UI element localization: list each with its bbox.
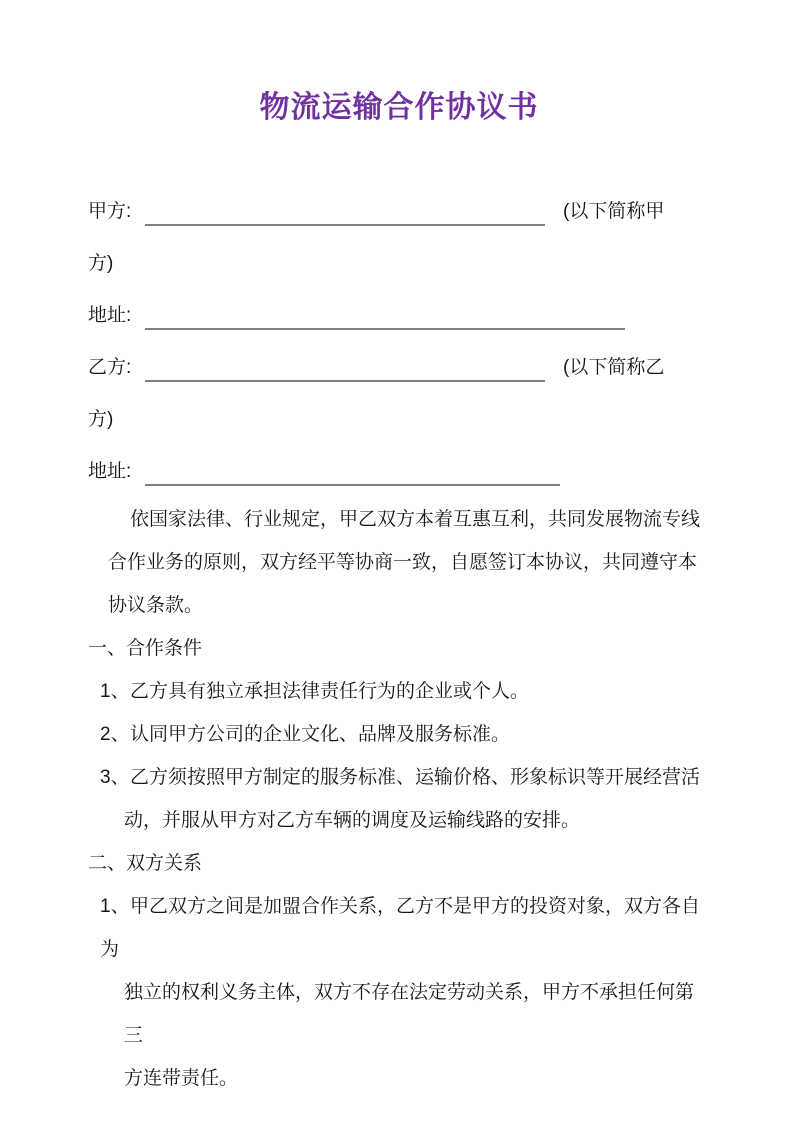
item-number: 1、 xyxy=(100,896,130,917)
list-item xyxy=(88,885,710,971)
party-b-blank[interactable] xyxy=(145,356,545,382)
party-b-line xyxy=(88,342,710,394)
party-a-line xyxy=(88,186,710,238)
item-text: 乙方具有独立承担法律责任行为的企业或个人。 xyxy=(130,681,530,702)
list-item-continuation: 方连带责任。 xyxy=(124,1068,239,1089)
section-cooperation-conditions xyxy=(88,627,710,842)
party-a-label: 甲方: xyxy=(88,201,132,222)
party-a-note-wrap: 方) xyxy=(88,253,114,274)
address-b-line xyxy=(88,446,710,498)
item-text: 甲乙双方之间是加盟合作关系，乙方不是甲方的投资对象，双方各自为 xyxy=(100,896,701,960)
section-heading: 一、合作条件 xyxy=(88,638,203,659)
list-item xyxy=(88,670,710,713)
document-title: 物流运输合作协议书 xyxy=(259,91,539,124)
header-form xyxy=(88,186,710,498)
item-text: 认同甲方公司的企业文化、品牌及服务标准。 xyxy=(130,724,511,745)
list-item xyxy=(88,713,710,756)
party-b-note-wrap: 方) xyxy=(88,409,114,430)
intro-line: 协议条款。 xyxy=(108,595,204,616)
address-b-blank[interactable] xyxy=(145,460,560,486)
section-party-relationship xyxy=(88,842,710,1100)
item-number: 2、 xyxy=(100,724,130,745)
item-number: 3、 xyxy=(100,767,130,788)
intro-line: 依国家法律、行业规定，甲乙双方本着互惠互利，共同发展物流专线 xyxy=(130,509,701,530)
item-text: 乙方须按照甲方制定的服务标准、运输价格、形象标识等开展经营活 xyxy=(130,767,701,788)
list-item xyxy=(88,756,710,799)
section-heading: 二、双方关系 xyxy=(88,853,203,874)
intro-line: 合作业务的原则，双方经平等协商一致，自愿签订本协议，共同遵守本 xyxy=(108,552,698,573)
party-a-blank[interactable] xyxy=(145,200,545,226)
party-b-note: (以下简称乙 xyxy=(563,357,665,378)
item-number: 1、 xyxy=(100,681,130,702)
address-a-blank[interactable] xyxy=(145,304,625,330)
intro-paragraph xyxy=(88,498,710,627)
party-b-label: 乙方: xyxy=(88,357,132,378)
list-item-continuation: 独立的权利义务主体，双方不存在法定劳动关系，甲方不承担任何第三 xyxy=(124,982,695,1046)
party-a-note: (以下简称甲 xyxy=(563,201,665,222)
address-a-label: 地址: xyxy=(88,305,132,326)
address-b-label: 地址: xyxy=(88,461,132,482)
address-a-line xyxy=(88,290,710,342)
list-item-continuation: 动，并服从甲方对乙方车辆的调度及运输线路的安排。 xyxy=(124,810,581,831)
